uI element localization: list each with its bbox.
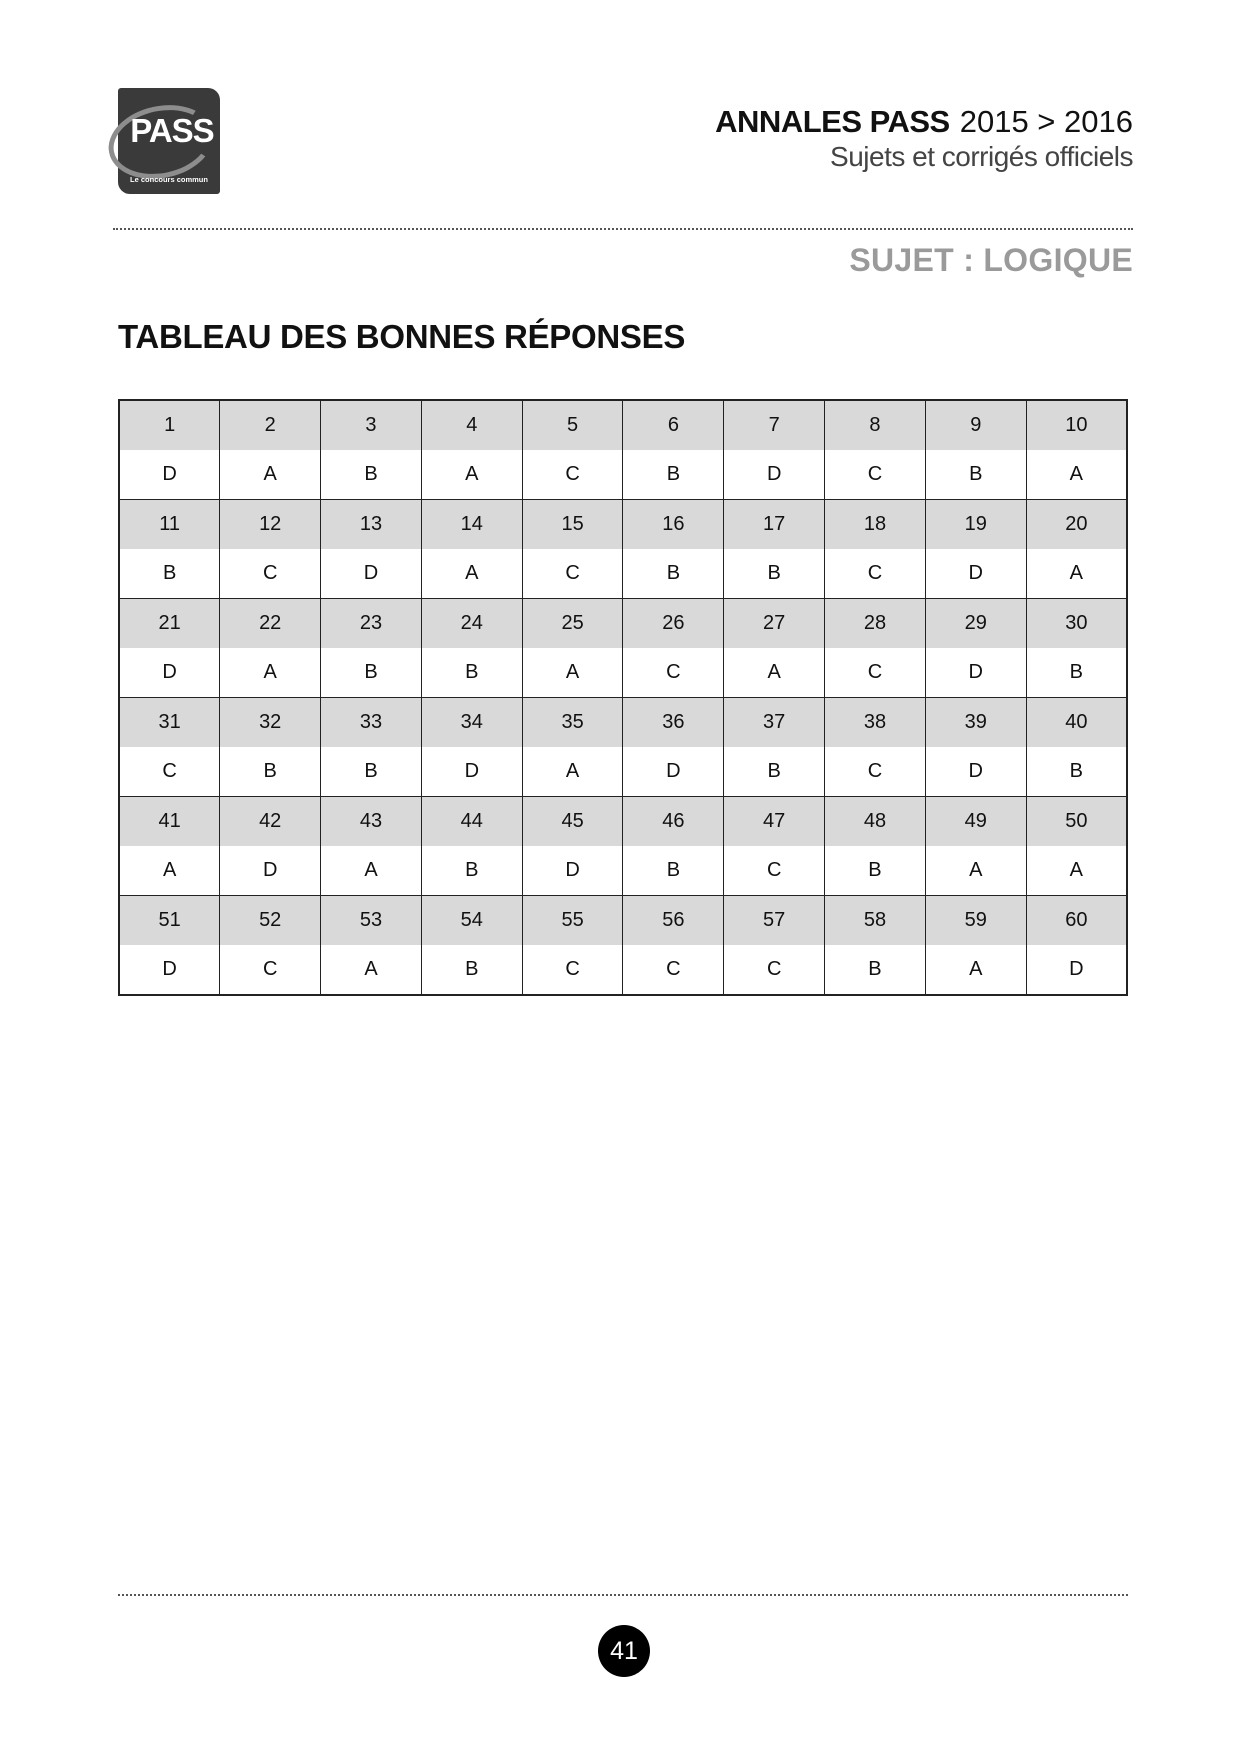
answer-cell: B — [623, 450, 724, 500]
question-number-cell: 8 — [825, 400, 926, 450]
answer-cell: C — [623, 648, 724, 698]
question-number-cell: 30 — [1026, 599, 1127, 649]
answer-cell: B — [1026, 747, 1127, 797]
answer-row — [119, 747, 1127, 797]
question-number-row — [119, 698, 1127, 748]
answer-cell: B — [421, 945, 522, 995]
answer-cell: C — [825, 549, 926, 599]
question-number-cell: 46 — [623, 797, 724, 847]
answer-cell: C — [522, 450, 623, 500]
question-number-cell: 3 — [321, 400, 422, 450]
answer-cell: C — [220, 549, 321, 599]
answer-cell: C — [119, 747, 220, 797]
question-number-cell: 48 — [825, 797, 926, 847]
answer-cell: C — [825, 648, 926, 698]
answer-cell: C — [724, 945, 825, 995]
answer-cell: D — [724, 450, 825, 500]
question-number-row — [119, 400, 1127, 450]
answer-cell: A — [321, 846, 422, 896]
answer-cell: D — [623, 747, 724, 797]
question-number-cell: 58 — [825, 896, 926, 946]
answer-cell: B — [825, 945, 926, 995]
page-number: 41 — [598, 1625, 650, 1677]
answer-cell: A — [1026, 450, 1127, 500]
answer-cell: A — [321, 945, 422, 995]
answer-row — [119, 945, 1127, 995]
question-number-cell: 37 — [724, 698, 825, 748]
subject-label: SUJET : LOGIQUE — [849, 242, 1133, 278]
question-number-cell: 41 — [119, 797, 220, 847]
top-divider — [113, 228, 1133, 230]
answer-cell: B — [321, 450, 422, 500]
answer-cell: B — [220, 747, 321, 797]
answer-cell: C — [825, 747, 926, 797]
question-number-cell: 51 — [119, 896, 220, 946]
question-number-cell: 39 — [925, 698, 1026, 748]
pass-logo — [118, 88, 220, 194]
question-number-row — [119, 599, 1127, 649]
question-number-cell: 21 — [119, 599, 220, 649]
question-number-cell: 24 — [421, 599, 522, 649]
answer-cell: B — [623, 549, 724, 599]
answer-cell: A — [1026, 549, 1127, 599]
answer-cell: D — [421, 747, 522, 797]
question-number-cell: 45 — [522, 797, 623, 847]
answer-cell: A — [522, 747, 623, 797]
question-number-cell: 28 — [825, 599, 926, 649]
question-number-cell: 15 — [522, 500, 623, 550]
answer-cell: D — [119, 945, 220, 995]
question-number-cell: 49 — [925, 797, 1026, 847]
question-number-row — [119, 896, 1127, 946]
answer-cell: D — [925, 747, 1026, 797]
answer-cell: B — [421, 846, 522, 896]
question-number-cell: 34 — [421, 698, 522, 748]
question-number-cell: 56 — [623, 896, 724, 946]
answer-cell: A — [421, 450, 522, 500]
question-number-cell: 26 — [623, 599, 724, 649]
question-number-cell: 47 — [724, 797, 825, 847]
question-number-cell: 60 — [1026, 896, 1127, 946]
question-number-cell: 12 — [220, 500, 321, 550]
answer-cell: C — [623, 945, 724, 995]
answer-cell: B — [1026, 648, 1127, 698]
question-number-cell: 29 — [925, 599, 1026, 649]
answer-cell: B — [925, 450, 1026, 500]
question-number-cell: 44 — [421, 797, 522, 847]
question-number-cell: 4 — [421, 400, 522, 450]
answer-cell: C — [724, 846, 825, 896]
answer-cell: A — [724, 648, 825, 698]
question-number-cell: 43 — [321, 797, 422, 847]
question-number-cell: 42 — [220, 797, 321, 847]
question-number-cell: 1 — [119, 400, 220, 450]
question-number-cell: 16 — [623, 500, 724, 550]
answer-cell: D — [119, 450, 220, 500]
answer-cell: B — [825, 846, 926, 896]
answer-cell: B — [321, 648, 422, 698]
answer-row — [119, 450, 1127, 500]
answer-cell: D — [522, 846, 623, 896]
answer-cell: A — [925, 846, 1026, 896]
answer-cell: D — [220, 846, 321, 896]
answer-cell: B — [724, 549, 825, 599]
answer-cell: A — [220, 450, 321, 500]
question-number-cell: 38 — [825, 698, 926, 748]
question-number-cell: 53 — [321, 896, 422, 946]
answer-cell: C — [522, 549, 623, 599]
header-title — [715, 104, 1133, 140]
answer-cell: B — [321, 747, 422, 797]
answer-row — [119, 846, 1127, 896]
question-number-cell: 50 — [1026, 797, 1127, 847]
answers-table — [118, 399, 1128, 996]
header-subtitle: Sujets et corrigés officiels — [830, 141, 1133, 172]
answer-cell: B — [421, 648, 522, 698]
question-number-cell: 35 — [522, 698, 623, 748]
question-number-cell: 31 — [119, 698, 220, 748]
question-number-cell: 27 — [724, 599, 825, 649]
question-number-cell: 11 — [119, 500, 220, 550]
answer-row — [119, 549, 1127, 599]
question-number-cell: 36 — [623, 698, 724, 748]
answer-cell: D — [925, 549, 1026, 599]
question-number-row — [119, 797, 1127, 847]
logo-word: PASS — [130, 112, 214, 149]
question-number-cell: 13 — [321, 500, 422, 550]
question-number-cell: 10 — [1026, 400, 1127, 450]
question-number-cell: 40 — [1026, 698, 1127, 748]
answer-cell: B — [623, 846, 724, 896]
question-number-cell: 59 — [925, 896, 1026, 946]
question-number-cell: 22 — [220, 599, 321, 649]
question-number-cell: 9 — [925, 400, 1026, 450]
answer-cell: B — [119, 549, 220, 599]
question-number-cell: 2 — [220, 400, 321, 450]
question-number-cell: 25 — [522, 599, 623, 649]
answer-cell: C — [825, 450, 926, 500]
question-number-cell: 52 — [220, 896, 321, 946]
answer-cell: A — [119, 846, 220, 896]
header-title-strong: ANNALES PASS — [715, 104, 950, 139]
answer-cell: C — [522, 945, 623, 995]
question-number-cell: 17 — [724, 500, 825, 550]
answer-cell: D — [321, 549, 422, 599]
question-number-cell: 19 — [925, 500, 1026, 550]
question-number-cell: 23 — [321, 599, 422, 649]
answer-cell: B — [724, 747, 825, 797]
question-number-cell: 20 — [1026, 500, 1127, 550]
answer-cell: A — [925, 945, 1026, 995]
answer-cell: C — [220, 945, 321, 995]
question-number-cell: 55 — [522, 896, 623, 946]
question-number-cell: 14 — [421, 500, 522, 550]
question-number-cell: 7 — [724, 400, 825, 450]
question-number-cell: 33 — [321, 698, 422, 748]
header-block — [715, 104, 1133, 174]
answer-cell: D — [925, 648, 1026, 698]
answer-row — [119, 648, 1127, 698]
answer-cell: D — [119, 648, 220, 698]
question-number-cell: 6 — [623, 400, 724, 450]
question-number-cell: 32 — [220, 698, 321, 748]
logo-tagline: Le concours commun — [130, 175, 208, 184]
section-title: TABLEAU DES BONNES RÉPONSES — [118, 318, 686, 355]
question-number-cell: 18 — [825, 500, 926, 550]
answer-cell: A — [220, 648, 321, 698]
answer-cell: A — [421, 549, 522, 599]
header-title-years: 2015 > 2016 — [959, 104, 1133, 139]
answer-cell: A — [1026, 846, 1127, 896]
question-number-cell: 57 — [724, 896, 825, 946]
bottom-divider — [118, 1594, 1128, 1596]
answer-cell: D — [1026, 945, 1127, 995]
question-number-cell: 5 — [522, 400, 623, 450]
question-number-row — [119, 500, 1127, 550]
answer-cell: A — [522, 648, 623, 698]
question-number-cell: 54 — [421, 896, 522, 946]
